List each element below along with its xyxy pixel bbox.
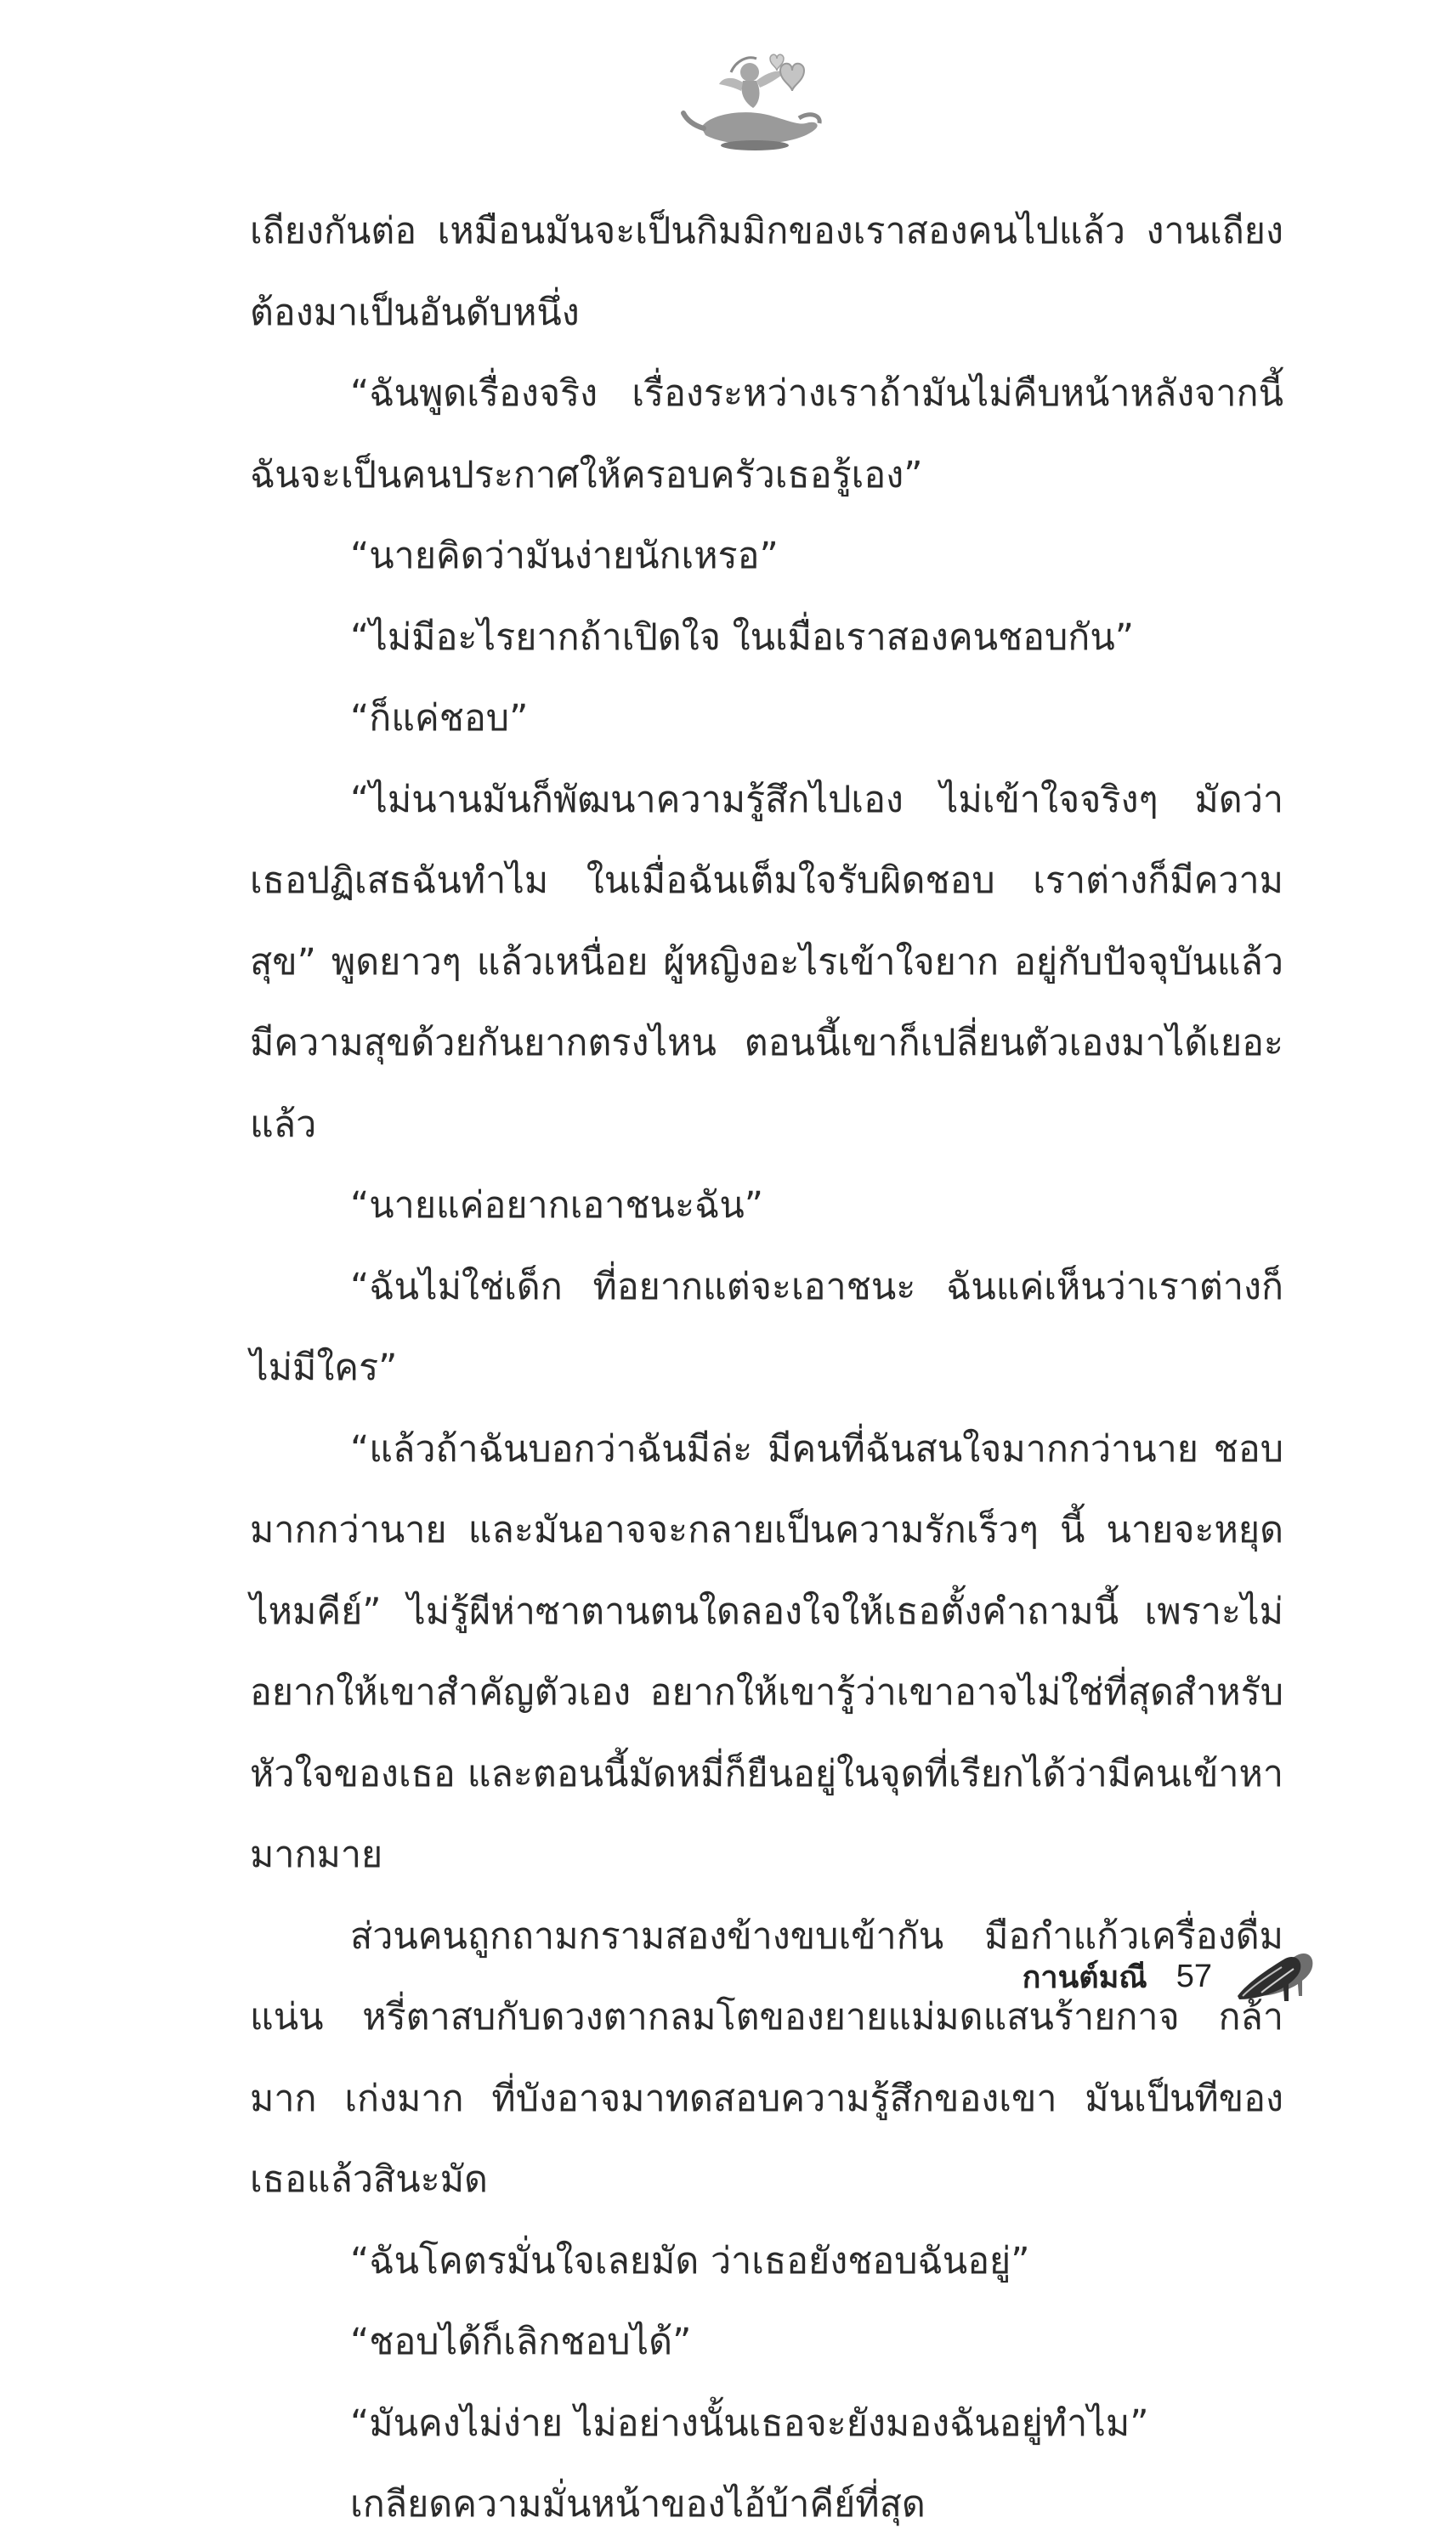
- paragraph: “นายคิดว่ามันง่ายนักเหรอ”: [350, 535, 779, 577]
- paragraph: “ฉันไม่ใช่เด็ก ที่อยากแต่จะเอาชนะ ฉันแค่เห็นว่าเราต่างก็ไม่มีใคร”: [250, 1265, 1283, 1389]
- paragraph: “แล้วถ้าฉันบอกว่าฉันมีล่ะ มีคนที่ฉันสนใจมากกว่านาย ชอบมากกว่านาย และมันอาจจะกลายเป็นความรักเร็วๆ นี้ นายจะหยุดไหมคีย์” ไม่รู้ผีห่าซาตานตนใดลองใจให้เธอตั้งคำถามนี้ เพราะไม่อยากให้เขาสำคัญตัวเอง อยากให้เขารู้ว่าเขาอาจไม่ใช่ที่สุดสำหรับหัวใจของเธอ และตอนนี้มัดหมี่ก็ยืนอยู่ในจุดที่เรียกได้ว่ามีคนเข้าหามากมาย: [250, 1427, 1283, 1876]
- high-heel-shoes-icon: [1231, 1947, 1324, 2006]
- paragraph: “นายแค่อยากเอาชนะฉัน”: [350, 1184, 763, 1227]
- paragraph: เกลียดความมั่นหน้าของไอ้บ้าคีย์ที่สุด: [350, 2483, 926, 2526]
- page-number: 57: [1176, 1958, 1212, 1994]
- paragraph: เถียงกันต่อ เหมือนมันจะเป็นกิมมิกของเราสองคนไปแล้ว งานเถียงต้องมาเป็นอันดับหนึ่ง: [250, 210, 1283, 334]
- paragraph: “ฉันโคตรมั่นใจเลยมัด ว่าเธอยังชอบฉันอยู่”: [350, 2239, 1030, 2282]
- page-footer: [1023, 1947, 1324, 2006]
- paragraph: “ไม่มีอะไรยากถ้าเปิดใจ ในเมื่อเราสองคนชอบกัน”: [350, 615, 1135, 659]
- paragraph: “มันคงไม่ง่าย ไม่อย่างนั้นเธอจะยังมองฉันอยู่ทำไม”: [350, 2401, 1149, 2445]
- paragraph: “ไม่นานมันก็พัฒนาความรู้สึกไปเอง ไม่เข้าใจจริงๆ มัดว่าเธอปฏิเสธฉันทำไม ในเมื่อฉันเต็มใจรับผิดชอบ เราต่างก็มีความสุข” พูดยาวๆ แล้วเหนื่อย ผู้หญิงอะไรเข้าใจยาก อยู่กับปัจจุบันแล้วมีความสุขด้วยกันยากตรงไหน ตอนนี้เขาก็เปลี่ยนตัวเองมาได้เยอะแล้ว: [250, 778, 1283, 1146]
- chapter-body: [250, 191, 1283, 2546]
- paragraph: “ก็แค่ชอบ”: [350, 697, 529, 740]
- paragraph: “ฉันพูดเรื่องจริง เรื่องระหว่างเราถ้ามันไม่คืบหน้าหลังจากนี้ฉันจะเป็นคนประกาศให้ครอบครัวเธอรู้เอง”: [250, 372, 1283, 496]
- paragraph: ส่วนคนถูกถามกรามสองข้างขบเข้ากัน มือกำแก้วเครื่องดื่มแน่น หรี่ตาสบกับดวงตากลมโตของยายแม่มดแสนร้ายกาจ กล้ามาก เก่งมาก ที่บังอาจมาทดสอบความรู้สึกของเขา มันเป็นทีของเธอแล้วสินะมัด: [250, 1914, 1283, 2201]
- paragraph: “ชอบได้ก็เลิกชอบได้”: [350, 2321, 692, 2363]
- book-title: กานต์มณี: [1022, 1959, 1147, 1995]
- cupid-teapot-ornament-icon: [671, 47, 833, 157]
